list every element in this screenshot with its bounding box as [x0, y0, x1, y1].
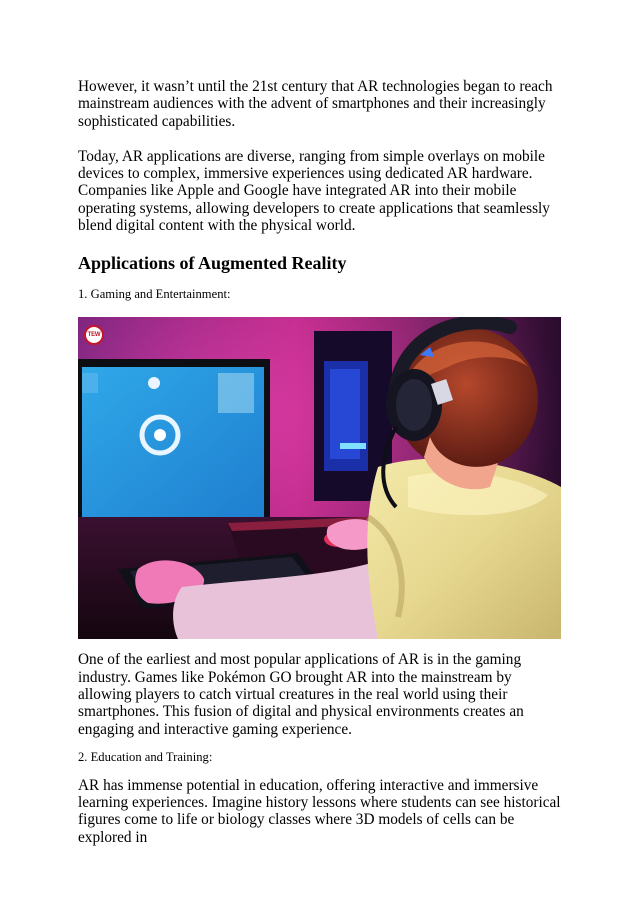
gaming-photo-illustration: [78, 317, 561, 639]
paragraph-ar-applications-today: Today, AR applications are diverse, ranging from simple overlays on mobile devices to complex, immersive experiences using dedicated AR hardware. Companies like Apple and Google have integrated AR into their mobile operating systems, allowing developers to create applications that seamlessly blend digital content with the physical world.: [78, 147, 550, 235]
section-heading-applications: Applications of Augmented Reality: [78, 253, 347, 274]
paragraph-ar-21st-century: However, it wasn’t until the 21st century that AR technologies began to reach mainstream audiences with the advent of smartphones and their increasingly sophisticated capabilities.: [78, 78, 553, 130]
subheading-gaming: 1. Gaming and Entertainment:: [78, 287, 231, 302]
document-page: [78, 78, 568, 846]
subheading-education: 2. Education and Training:: [78, 749, 213, 764]
paragraph-education: AR has immense potential in education, offering interactive and immersive learning experiences. Imagine history lessons where students can see historical figures come to life or biology classes where 3D models of cells can be explored in: [78, 776, 561, 846]
paragraph-gaming-industry: One of the earliest and most popular applications of AR is in the gaming industry. Games like Pokémon GO brought AR into the mainstream by allowing players to catch virtual creatures in the real world using their smartphones. This fusion of digital and physical environments creates an engaging and interactive gaming experience.: [78, 651, 524, 738]
tew-logo: TEW: [84, 325, 104, 345]
gaming-photo: [78, 317, 561, 639]
